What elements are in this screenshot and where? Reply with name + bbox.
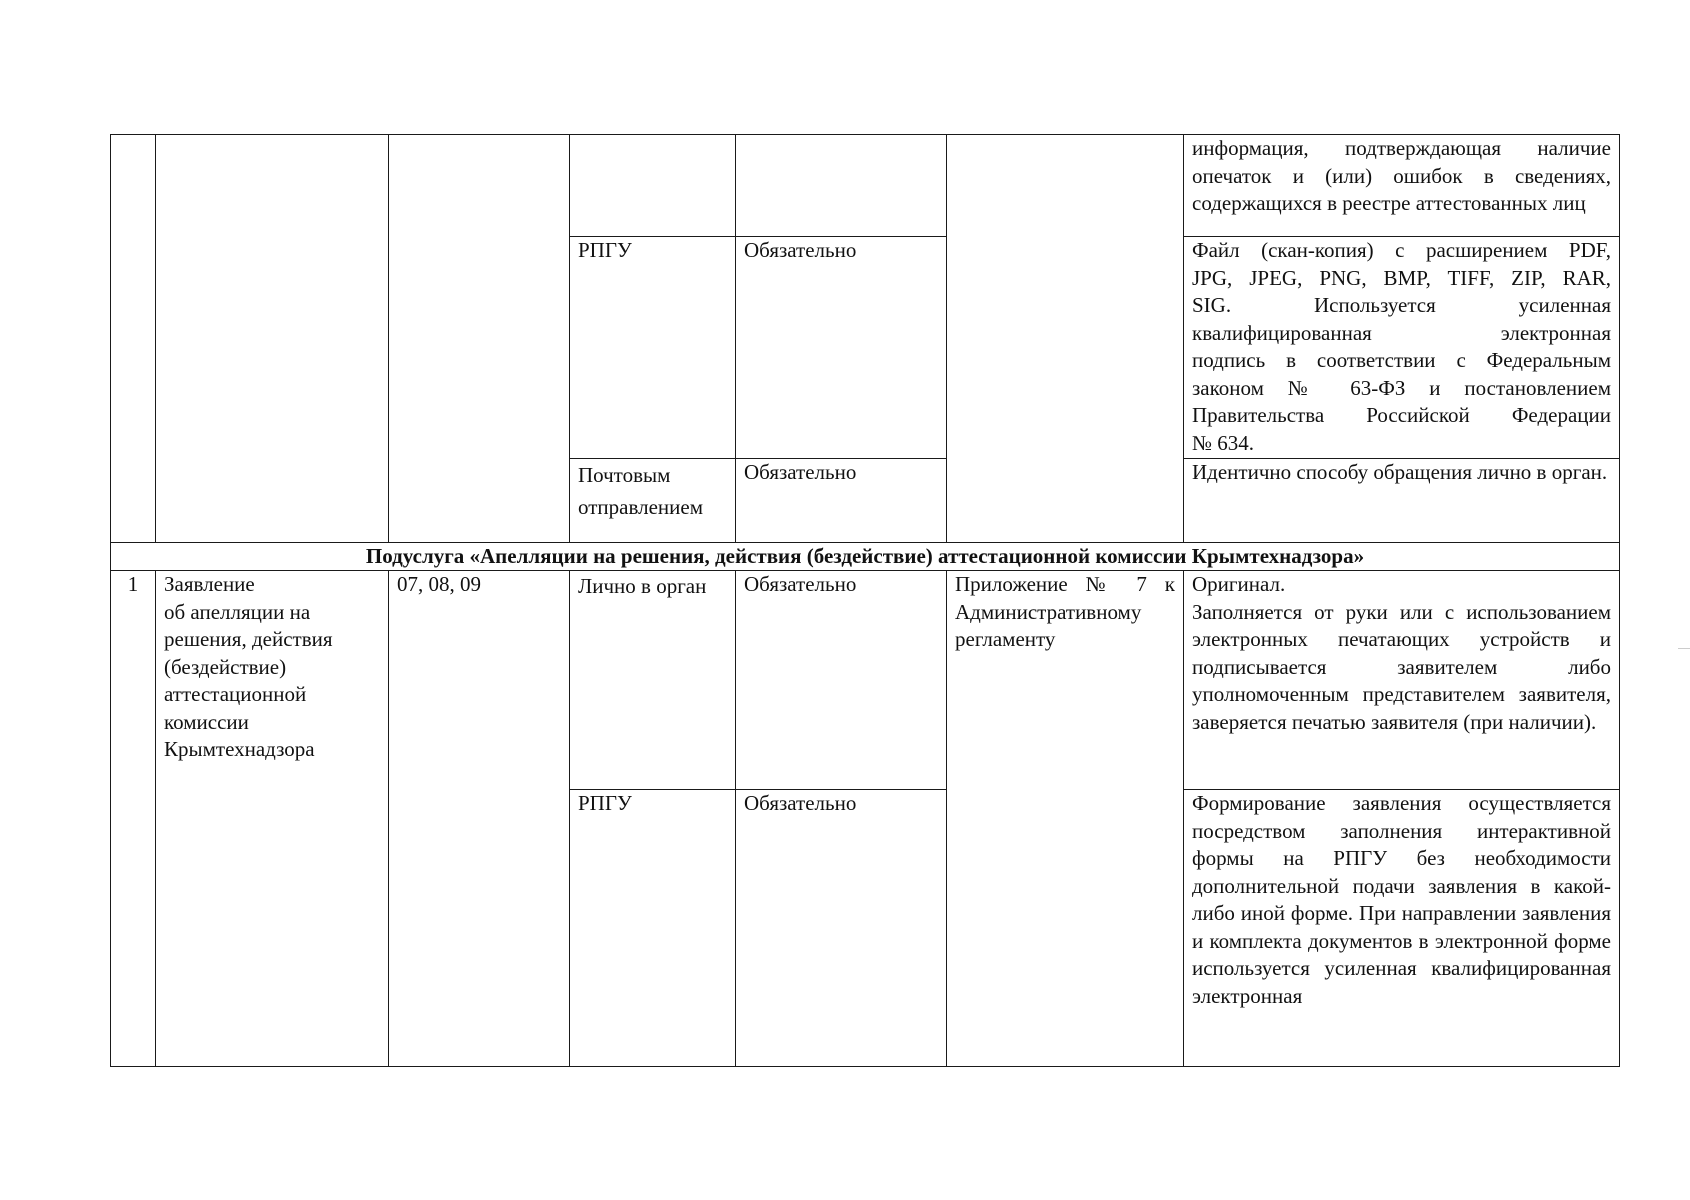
cell-requirement: Идентично способу обращения лично в орган. [1184, 459, 1620, 543]
cell-method: РПГУ [570, 790, 736, 1067]
cell-mandatory: Обязательно [736, 790, 947, 1067]
cell-document-name: Заявление об апелляции на решения, действия (бездействие) аттестационной комиссии Крымтехнадзора [156, 571, 389, 1067]
cell-number: 1 [111, 571, 156, 1067]
section-header-row [111, 543, 1620, 571]
table-row [111, 571, 1620, 790]
cell-method [570, 135, 736, 237]
cell-mandatory [736, 135, 947, 237]
cell-codes: 07, 08, 09 [389, 571, 570, 1067]
cell-method: Лично в орган [570, 571, 736, 790]
cell-template: Приложение № 7 к Административному регламенту [947, 571, 1184, 1067]
section-title: Подуслуга «Апелляции на решения, действия (бездействие) аттестационной комиссии Крымтехнадзора» [111, 543, 1620, 571]
cell-method: Почтовым отправлением [570, 459, 736, 543]
cell-mandatory: Обязательно [736, 571, 947, 790]
cell-document-name [156, 135, 389, 543]
cell-template [947, 135, 1184, 543]
cell-requirement: Оригинал. Заполняется от руки или с использованием электронных печатающих устройств и подписывается заявителем либо уполномоченным представителем заявителя, заверяется печатью заявителя (при наличии). [1184, 571, 1620, 790]
document-table [110, 134, 1620, 1067]
cell-requirement: информация, подтверждающая наличие опечаток и (или) ошибок в сведениях, содержащихся в реестре аттестованных лиц [1184, 135, 1620, 237]
cell-method: РПГУ [570, 237, 736, 459]
cell-requirement: Формирование заявления осуществляется посредством заполнения интерактивной формы на РПГУ без необходимости дополнительной подачи заявления в какой-либо иной форме. При направлении заявления и комплекта документов в электронной форме используется усиленная квалифицированная электронная [1184, 790, 1620, 1067]
table-row [111, 135, 1620, 237]
cell-number [111, 135, 156, 543]
edge-mark [1678, 648, 1690, 649]
cell-mandatory: Обязательно [736, 459, 947, 543]
cell-requirement: Файл (скан-копия) с расширением PDF, JPG, JPEG, PNG, BMP, TIFF, ZIP, RAR, SIG. Используется усиленная квалифицированная электронная подпись в соответствии с Федеральным законом № 63-ФЗ и постановлением Правительства Российской Федерации № 634. [1184, 237, 1620, 459]
cell-mandatory: Обязательно [736, 237, 947, 459]
cell-codes [389, 135, 570, 543]
